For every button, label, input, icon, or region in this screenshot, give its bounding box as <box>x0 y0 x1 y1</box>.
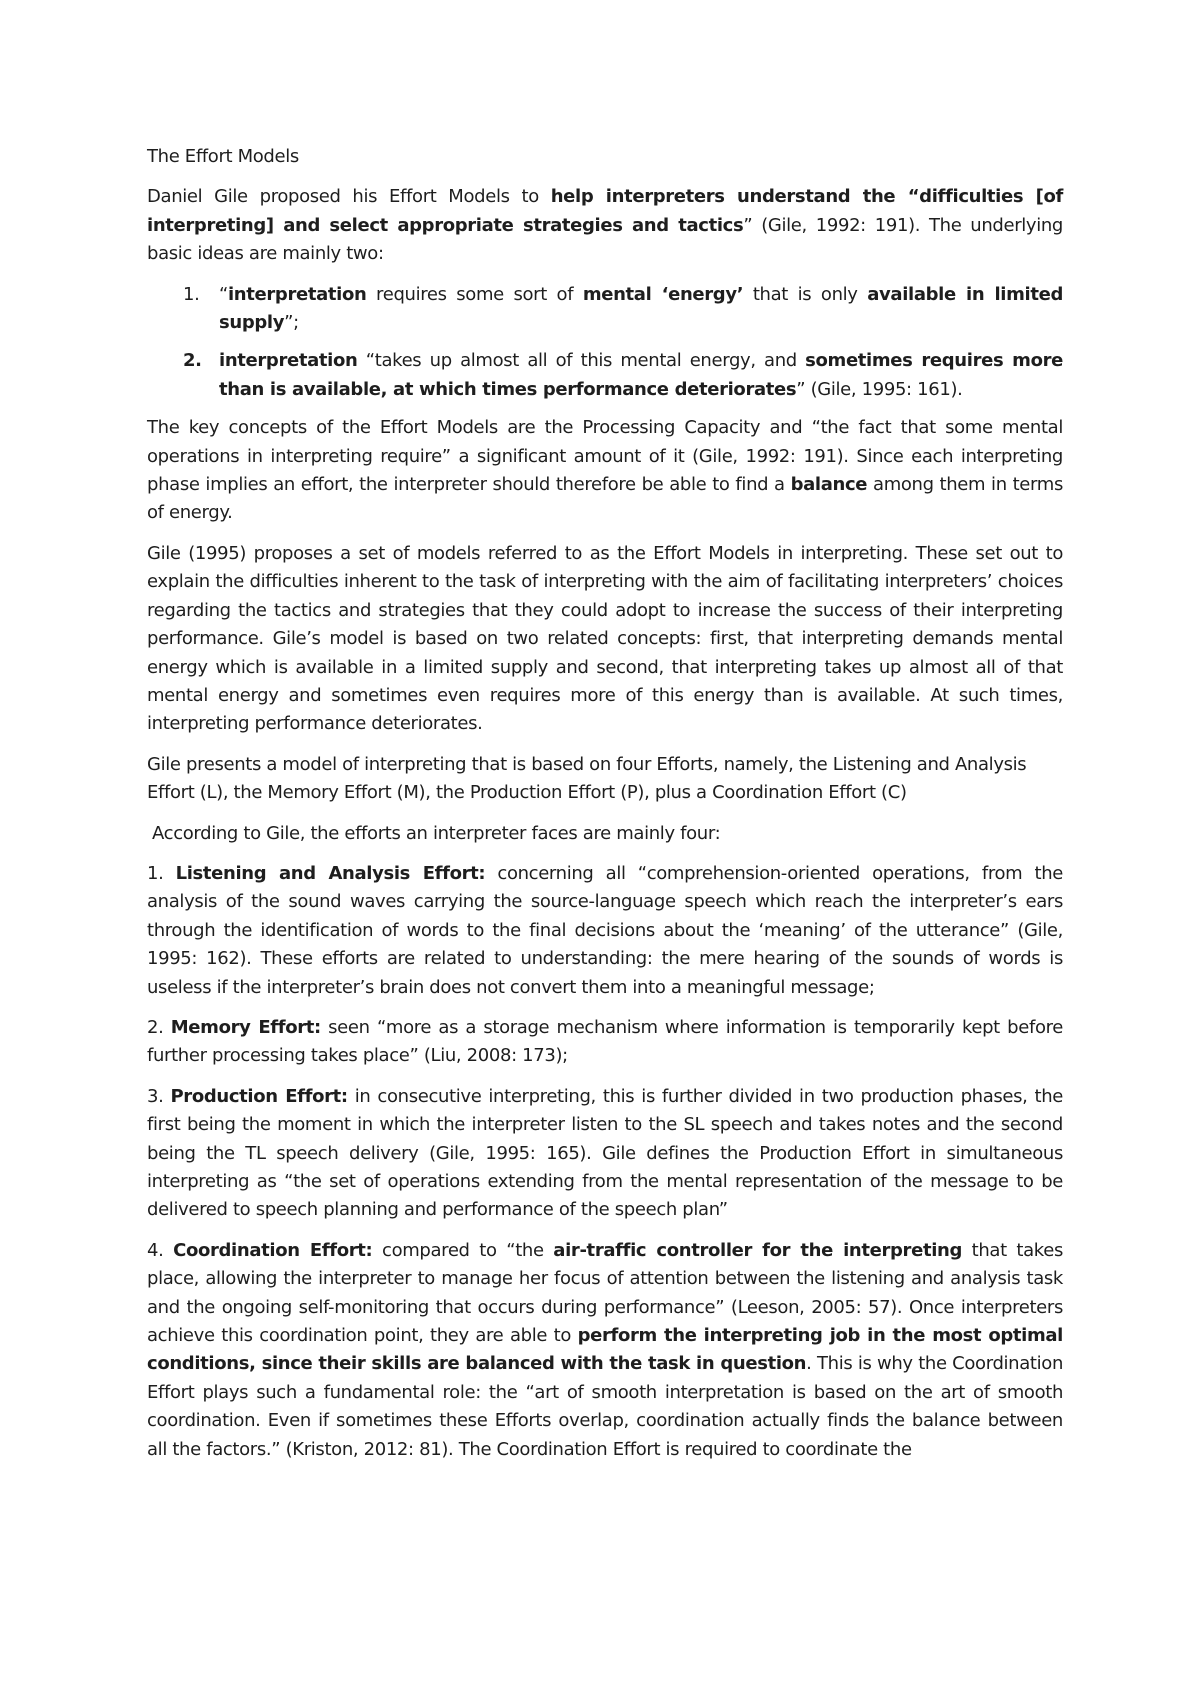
document-body <box>147 143 1063 1476</box>
effort-text: that takes place, allowing the interpreter to manage her focus of attention between the listening and analysis task and the ongoing self-monitoring that occurs during performance” (Leeson, 2005: 57). Once interpreters achieve this coordination point, they are able to <box>147 1239 1063 1347</box>
effort-label: Coordination Effort: <box>173 1239 373 1261</box>
paragraph-text: The key concepts of the Effort Models are the Processing Capacity and “the fact that some mental operations in interpreting require” a significant amount of it (Gile, 1992: 191). Since each interpreting phase implies an effort, the interpreter should therefore be able to find a <box>147 417 1063 496</box>
effort-text: compared to “the <box>372 1239 554 1261</box>
list-bold: interpretation <box>219 350 358 372</box>
effort-number: 4. <box>147 1239 174 1261</box>
list-bold: available in limited supply <box>219 283 1063 334</box>
list-item <box>147 281 1063 338</box>
effort-bold: air-traffic controller for the interpreting <box>553 1239 963 1261</box>
list-bold: sometimes requires more than is available, at which times performance deteriorates <box>219 350 1063 400</box>
effort-text: . This is why the Coordination Effort plays such a fundamental role: the “art of smooth interpretation is based on the art of smooth coordination. Even if sometimes these Efforts overlap, coordination actually finds the balance between all the factors.” (Kriston, 2012: 81). The Coordination Effort is required to coordinate the <box>147 1353 1063 1460</box>
intro-text-a: Daniel Gile proposed his Effort Models to <box>147 186 551 208</box>
list-text: ”; <box>284 312 299 334</box>
effort-4-paragraph <box>147 1237 1063 1464</box>
effort-label: Production Effort: <box>170 1085 348 1107</box>
list-bold: mental ‘energy’ <box>582 283 744 305</box>
according-paragraph: According to Gile, the efforts an interpreter faces are mainly four: <box>152 822 721 844</box>
effort-number: 1. <box>147 862 176 884</box>
intro-paragraph <box>147 183 1063 268</box>
gile-presents-paragraph: Gile presents a model of interpreting that is based on four Efforts, namely, the Listening and Analysis Effort (L), the Memory Effort (M), the Production Effort (P), plus a Coordination Effort (C) <box>147 753 1027 804</box>
basic-ideas-list <box>147 281 1063 405</box>
list-number: 1. <box>183 283 200 305</box>
list-item <box>147 347 1063 404</box>
effort-number: 3. <box>147 1085 171 1107</box>
list-number: 2. <box>183 350 202 372</box>
effort-2-paragraph <box>147 1014 1063 1071</box>
effort-3-paragraph <box>147 1083 1063 1225</box>
effort-text: in consecutive interpreting, this is further divided in two production phases, the first being the moment in which the interpreter listen to the SL speech and takes notes and the second being the TL speech delivery (Gile, 1995: 165). Gile defines the Production Effort in simultaneous interpreting as “the set of operations extending from the mental representation of the message to be delivered to speech planning and performance of the speech plan” <box>147 1085 1063 1221</box>
gile-1995-paragraph: Gile (1995) proposes a set of models referred to as the Effort Models in interpreting. These set out to explain the difficulties inherent to the task of interpreting with the aim of facilitating interpreters’ choices regarding the tactics and strategies that they could adopt to increase the success of their interpreting performance. Gile’s model is based on two related concepts: first, that interpreting demands mental energy which is available in a limited supply and second, that interpreting takes up almost all of that mental energy and sometimes even requires more of this energy than is available. At such times, interpreting performance deteriorates. <box>147 542 1063 735</box>
list-text: that is only <box>743 283 868 305</box>
intro-text-c: ” (Gile, 1992: 191). The underlying basic ideas are mainly two: <box>147 214 1063 265</box>
list-bold: interpretation <box>227 283 367 305</box>
effort-text: seen “more as a storage mechanism where information is temporarily kept before further processing takes place” (Liu, 2008: 173); <box>147 1016 1063 1067</box>
list-text: “takes up almost all of this mental energy, and <box>357 350 806 372</box>
list-text: “ <box>219 283 228 305</box>
effort-1-paragraph <box>147 860 1063 1002</box>
list-text: requires some sort of <box>366 283 583 305</box>
paragraph-text: among them in terms of energy. <box>147 474 1063 524</box>
paragraph-bold: balance <box>790 474 868 496</box>
effort-label: Memory Effort: <box>170 1016 321 1038</box>
key-concepts-paragraph <box>147 414 1063 528</box>
effort-label: Listening and Analysis Effort: <box>175 862 486 884</box>
list-text: ” (Gile, 1995: 161). <box>796 378 963 400</box>
effort-text: concerning all “comprehension-oriented operations, from the analysis of the sound waves carrying the source-language speech which reach the interpreter’s ears through the identification of words to the final decisions about the ‘meaning’ of the utterance” (Gile, 1995: 162). These efforts are related to understanding: the mere hearing of the sounds of words is useless if the interpreter’s brain does not convert them into a meaningful message; <box>147 862 1063 998</box>
intro-bold: help interpreters understand the “difficulties [of interpreting] and select appropriate strategies and tactics <box>147 186 1063 236</box>
effort-number: 2. <box>147 1016 171 1038</box>
effort-bold: perform the interpreting job in the most optimal conditions, since their skills are balanced with the task in question <box>147 1325 1063 1375</box>
page-title: The Effort Models <box>147 146 299 167</box>
